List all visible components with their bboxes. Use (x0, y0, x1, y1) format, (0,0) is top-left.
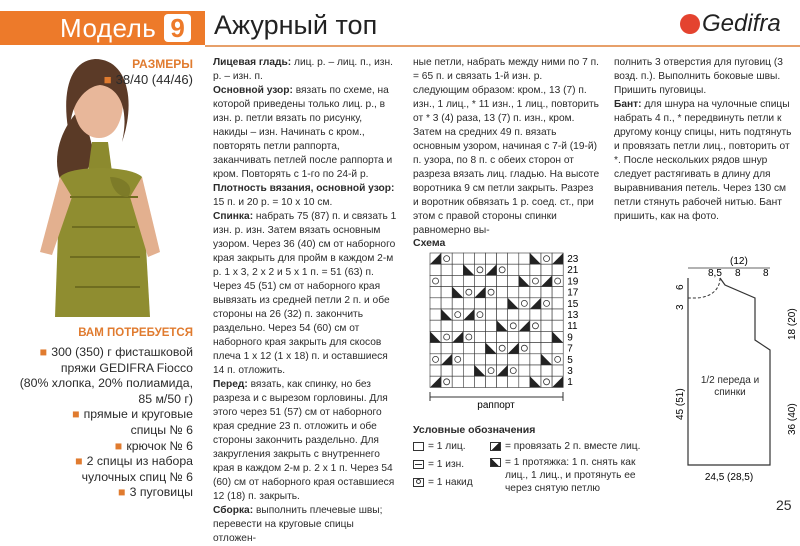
paragraph: полнить 3 отверстия для пуговиц (3 возд. п.). Выполнить боковые швы. Пришить пуговицы. (614, 57, 783, 96)
repeat-label: раппорт (477, 400, 515, 411)
chart-cell (486, 253, 497, 264)
chart-cell (452, 298, 463, 309)
chart-cell (519, 354, 530, 365)
chart-cell (441, 298, 452, 309)
chart-cell (552, 320, 563, 331)
bullet-icon: ■ (118, 485, 126, 500)
chart-cell (474, 343, 485, 354)
measure-left-2: 3 (675, 304, 686, 310)
paragraph: Основной узор: вязать по схеме, на которой приведены только лиц. р., в изн. р. петли вязать по рисунку, накиды – изн. Начинать с кром., повторять петли раппорта, заканчивать петлей после раппорта и кром. Повторять с 1-го по 24-й р. (213, 85, 393, 180)
list-item: ■ 2 спицы из набора чулочных спиц № 6 (75, 454, 193, 484)
chart-cell (508, 309, 519, 320)
measure-top-4: 8 (763, 268, 769, 279)
chart-cell (497, 376, 508, 387)
chart-cell (508, 376, 519, 387)
chart-cell (497, 309, 508, 320)
chart-cell (497, 264, 508, 275)
instructions-column-1 (213, 56, 399, 546)
chart-row-label: 17 (567, 287, 579, 299)
chart-cell (430, 320, 441, 331)
legend-heading: Условные обозначения (413, 424, 536, 436)
chart-cell (508, 365, 519, 376)
chart-cell (463, 365, 474, 376)
chart-cell (474, 253, 485, 264)
schematic-label: 1/2 переда и спинки (700, 375, 760, 398)
chart-cell (430, 343, 441, 354)
chart-cell (530, 343, 541, 354)
chart-cell (441, 287, 452, 298)
chart-cell (430, 287, 441, 298)
chart-cell (508, 354, 519, 365)
chart-cell (497, 253, 508, 264)
chart-cell (474, 298, 485, 309)
list-item: ■ 300 (350) г фисташковой пряжи GEDIFRA Fiocco (80% хлопка, 20% полиамида, 85 м/50 г) (19, 345, 193, 406)
chart-cell (530, 365, 541, 376)
page-title: Ажурный топ (214, 10, 378, 40)
chart-cell (486, 354, 497, 365)
chart-cell (497, 331, 508, 342)
instructions-column-3 (614, 56, 798, 224)
sizes-value: ■ 38/40 (44/46) (103, 72, 193, 87)
chart-cell (463, 287, 474, 298)
chart-cell (474, 331, 485, 342)
chart-cell (463, 343, 474, 354)
chart-cell (508, 264, 519, 275)
chart-cell (530, 275, 541, 286)
chart-cell (519, 253, 530, 264)
chart-cell (474, 354, 485, 365)
chart-cell (497, 275, 508, 286)
chart-heading: Схема (413, 237, 446, 249)
measure-left-1: 6 (675, 284, 686, 290)
chart-cell (463, 253, 474, 264)
purl-symbol-icon (413, 460, 424, 469)
measure-top-1: 8,5 (708, 268, 722, 279)
knit-symbol-icon (413, 442, 424, 451)
paragraph: Спинка: набрать 75 (87) п. и связать 1 изн. р. изн. Затем вязать основным узором. Через 36 (40) см от наборного края закрыть для пройм в каждом 2-м р. 1 х 3, 2 х 2 и 5 х 1 п. = 51 (63) п. Через 45 (51) см от наборного края вывязать из средней петли 2 п. и обе стороны на 26 (32) п. закончить раздельно. Через 54 (60) см от наборного края закрыть для скосов плеча 1 х 12 (1 х 18) п. и оставшиеся 14 п. отложить. (213, 211, 397, 376)
chart-cell (497, 298, 508, 309)
chart-row-label: 9 (567, 332, 573, 344)
chart-cell (474, 376, 485, 387)
measure-right-1: 18 (20) (787, 308, 798, 340)
chart-cell (463, 354, 474, 365)
chart-cell (452, 320, 463, 331)
chart-cell (519, 365, 530, 376)
chart-cell (497, 343, 508, 354)
chart-cell (486, 365, 497, 376)
chart-cell (486, 309, 497, 320)
chart-cell (452, 264, 463, 275)
chart-cell (552, 309, 563, 320)
legend-knit: = 1 лиц. (413, 440, 493, 453)
chart-row-label: 13 (567, 310, 579, 321)
chart-cell (541, 365, 552, 376)
chart-cell (552, 354, 563, 365)
chart-cell (530, 309, 541, 320)
chart-cell (519, 309, 530, 320)
bullet-icon: ■ (39, 345, 48, 359)
chart-cell (452, 253, 463, 264)
chart-cell (508, 320, 519, 331)
paragraph: Сборка: выполнить плечевые швы; перевести на круговые спицы отложен- (213, 505, 383, 544)
chart-cell (474, 309, 485, 320)
chart-row-label: 19 (567, 276, 579, 288)
chart-row-label: 11 (567, 321, 578, 333)
chart-cell (452, 309, 463, 320)
chart-cell (441, 264, 452, 275)
chart-cell (552, 343, 563, 354)
chart-cell (541, 343, 552, 354)
paragraph: Лицевая гладь: лиц. р. – лиц. п., изн. р. – изн. п. (213, 57, 393, 82)
list-item: ■ крючок № 6 (114, 438, 193, 453)
chart-cell (552, 275, 563, 286)
knitting-chart (413, 250, 588, 410)
measure-bottom: 24,5 (28,5) (704, 472, 754, 483)
bullet-icon: ■ (114, 438, 123, 453)
chart-cell (508, 287, 519, 298)
chart-cell (474, 320, 485, 331)
bullet-icon: ■ (103, 72, 112, 87)
chart-cell (430, 354, 441, 365)
chart-cell (552, 264, 563, 275)
legend-skp: = 1 протяжка: 1 п. снять как лиц., 1 лиц., и протянуть ее через снятую петлю (490, 456, 650, 495)
chart-cell (530, 287, 541, 298)
model-word: Модель (60, 12, 157, 43)
chart-cell (508, 253, 519, 264)
instructions-column-2: ные петли, набрать между ними по 7 п. = 65 п. и связать 1-й изн. р. следующим образом: кром., 13 (7) п. изн., 1 лиц., * 11 изн., 1 лиц., повторить от * 3 (4) раза, 13 (7) п. изн., кром. Затем на средних 49 п. вязать основным узором, начиная с 7-й (19-й) п. узора, по 8 п. с обеих сторон от разреза вязать лиц. гладью. На высоте воротника 9 см петли закрыть. Разрез и воротник обвязать 1 р. соед. ст., при этом с правой стороны спинки равномерно вы- (413, 57, 600, 236)
chart-cell (541, 331, 552, 342)
chart-cell (519, 298, 530, 309)
list-item: ■ 3 пуговицы (118, 485, 193, 500)
chart-cell (508, 331, 519, 342)
chart-cell (541, 287, 552, 298)
chart-cell (541, 309, 552, 320)
pattern-schematic (655, 250, 800, 485)
chart-cell (452, 365, 463, 376)
chart-cell (530, 320, 541, 331)
chart-cell (430, 365, 441, 376)
chart-cell (486, 298, 497, 309)
chart-cell (441, 376, 452, 387)
chart-cell (497, 287, 508, 298)
chart-cell (441, 343, 452, 354)
chart-cell (519, 264, 530, 275)
skp-symbol-icon (490, 458, 501, 467)
chart-cell (530, 354, 541, 365)
chart-cell (430, 309, 441, 320)
materials-list (10, 345, 193, 501)
measure-top-3: 8 (735, 268, 741, 279)
chart-cell (519, 376, 530, 387)
chart-row-label: 5 (567, 354, 573, 366)
chart-cell (519, 287, 530, 298)
list-item: ■ прямые и круговые спицы № 6 (72, 407, 193, 437)
chart-row-label: 15 (567, 298, 579, 310)
bullet-icon: ■ (72, 407, 80, 422)
chart-cell (452, 275, 463, 286)
chart-cell (541, 264, 552, 275)
chart-cell (463, 275, 474, 286)
chart-cell (486, 320, 497, 331)
chart-cell (530, 331, 541, 342)
chart-cell (530, 264, 541, 275)
chart-cell (452, 343, 463, 354)
chart-cell (463, 320, 474, 331)
chart-cell (486, 376, 497, 387)
chart-cell (486, 331, 497, 342)
chart-cell (541, 298, 552, 309)
model-photo (0, 47, 205, 327)
chart-cell (452, 354, 463, 365)
materials-heading: ВАМ ПОТРЕБУЕТСЯ (78, 327, 193, 339)
chart-cell (441, 320, 452, 331)
chart-cell (519, 343, 530, 354)
chart-cell (463, 298, 474, 309)
chart-cell (541, 376, 552, 387)
chart-cell (474, 275, 485, 286)
paragraph: Плотность вязания, основной узор: 15 п. и 20 р. = 10 х 10 см. (213, 183, 395, 208)
legend-purl: = 1 изн. (413, 458, 493, 471)
measure-top-2: (12) (730, 256, 748, 267)
chart-row-label: 21 (567, 265, 579, 277)
chart-cell (441, 365, 452, 376)
chart-row-label: 3 (567, 366, 573, 377)
page-number: 25 (776, 497, 792, 513)
paragraph: Бант: для шнура на чулочные спицы набрать 4 п., * передвинуть петли к другому концу спицы, нить подтянуть и провязать петли лиц., повторить от *. После нескольких рядов шнур следует растягивать в длину для выравнивания петель. Через 130 см петли стянуть рабочей нитью. Бант пришить, как на фото. (614, 99, 792, 222)
chart-cell (463, 331, 474, 342)
brand-dot-icon (680, 14, 700, 34)
bullet-icon: ■ (75, 454, 83, 469)
chart-cell (541, 320, 552, 331)
chart-cell (486, 275, 497, 286)
chart-cell (541, 253, 552, 264)
header-divider (205, 45, 800, 47)
measure-left-3: 45 (51) (675, 388, 686, 420)
chart-row-label: 7 (567, 343, 573, 355)
chart-cell (441, 275, 452, 286)
measure-right-2: 36 (40) (787, 403, 798, 435)
chart-cell (508, 275, 519, 286)
chart-cell (552, 365, 563, 376)
chart-cell (441, 331, 452, 342)
chart-cell (463, 376, 474, 387)
brand-logo (680, 10, 781, 38)
chart-cell (430, 298, 441, 309)
model-banner (0, 11, 205, 45)
yarnover-symbol-icon (413, 478, 424, 487)
chart-cell (552, 298, 563, 309)
sizes-heading: РАЗМЕРЫ (132, 57, 193, 71)
k2tog-symbol-icon (490, 442, 501, 451)
legend-k2tog: = провязать 2 п. вместе лиц. (490, 440, 650, 453)
chart-cell (497, 354, 508, 365)
legend-yarnover: = 1 накид (413, 476, 493, 489)
chart-row-label: 23 (567, 254, 579, 265)
chart-cell (430, 264, 441, 275)
chart-cell (486, 287, 497, 298)
chart-cell (430, 275, 441, 286)
brand-name: Gedifra (702, 10, 781, 37)
paragraph: Перед: вязать, как спинку, но без разреза и с вырезом горловины. Для этого через 51 (57) см от наборного края средние 23 п. отложить и обе стороны закончить раздельно. Для закругления закрыть с внутреннего края в каждом 2-м р. 2 х 1 п. Через 54 (60) см от наборного края оставшиеся 12 (18) п. закрыть. (213, 379, 395, 502)
chart-row-label: 1 (567, 377, 573, 389)
chart-cell (441, 253, 452, 264)
chart-cell (474, 264, 485, 275)
chart-cell (552, 287, 563, 298)
chart-cell (519, 331, 530, 342)
chart-cell (452, 376, 463, 387)
model-number: 9 (164, 14, 191, 42)
